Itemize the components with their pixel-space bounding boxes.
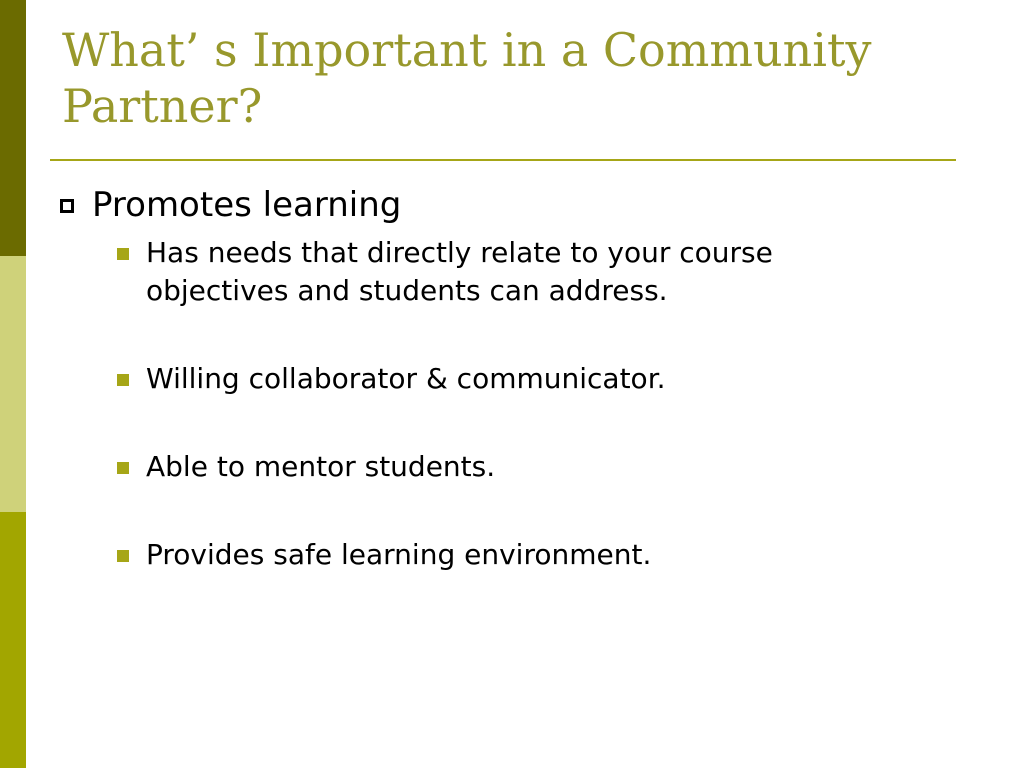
main-bullet-item (60, 180, 960, 230)
sub-bullet-text: Has needs that directly relate to your course objectives and students can address. (146, 236, 773, 307)
side-bar-middle-segment (0, 256, 26, 512)
square-bullet-icon (117, 248, 129, 260)
sub-bullet-list (117, 234, 917, 586)
side-bar-top-segment (0, 0, 26, 256)
square-bullet-icon (117, 550, 129, 562)
main-bullet-text: Promotes learning (92, 185, 402, 225)
sub-bullet-item (117, 234, 917, 322)
sub-bullet-item (117, 448, 917, 498)
square-bullet-icon (117, 374, 129, 386)
slide-content (60, 180, 960, 571)
sub-bullet-text: Able to mentor students. (146, 450, 496, 483)
sub-bullet-item (117, 536, 917, 586)
sub-bullet-item (117, 360, 917, 410)
side-bar-bottom-segment (0, 512, 26, 768)
sub-bullet-text: Willing collaborator & communicator. (146, 362, 666, 395)
sub-bullet-text: Provides safe learning environment. (146, 538, 652, 571)
side-accent-bar (0, 0, 26, 768)
square-bullet-icon (117, 462, 129, 474)
hollow-square-bullet-icon (60, 199, 74, 213)
slide-title: What’ s Important in a Community Partner? (62, 23, 872, 133)
title-divider (50, 159, 956, 161)
